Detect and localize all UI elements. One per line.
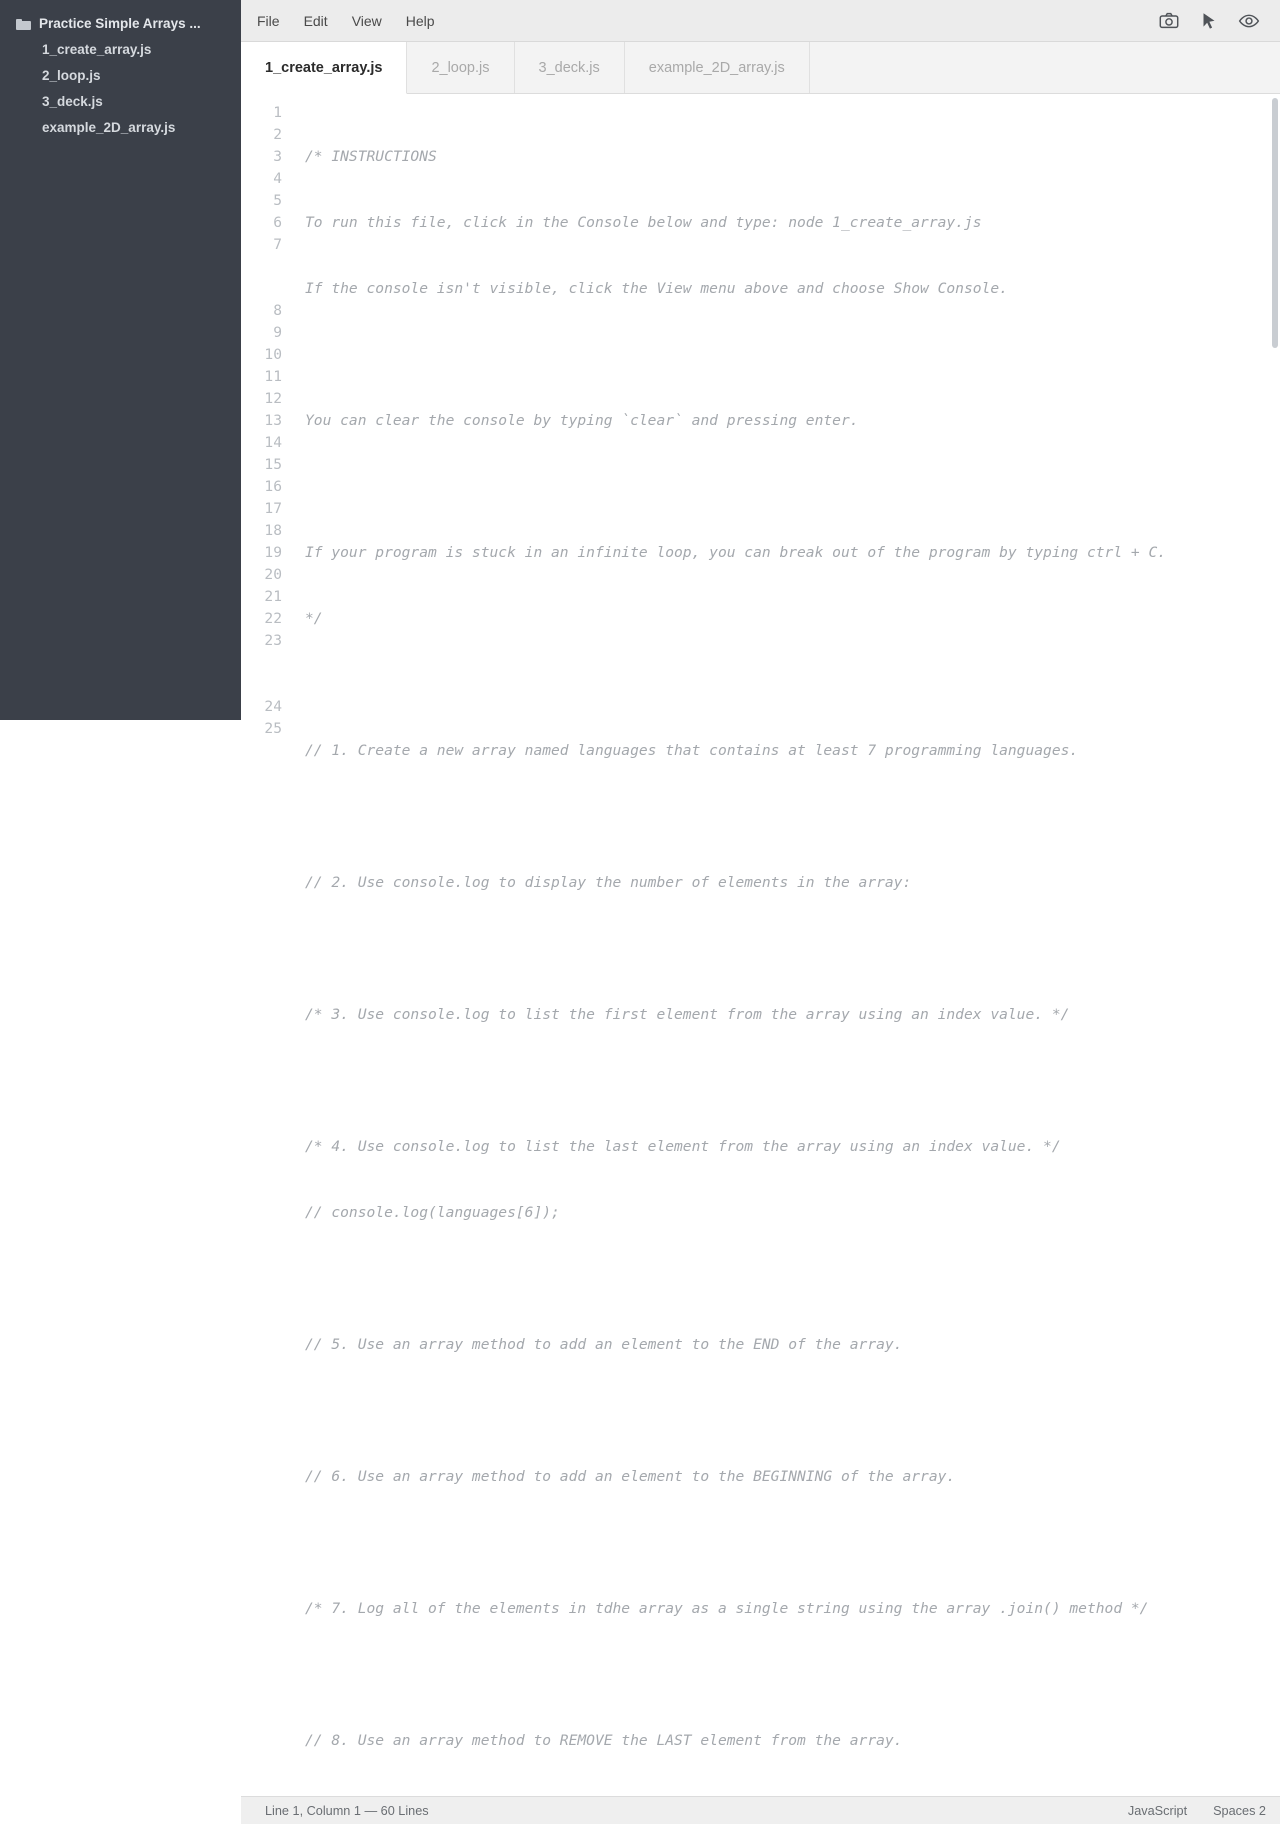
line-number: 12: [264, 390, 282, 407]
menu-bar: [241, 0, 1280, 42]
code-line: [305, 938, 1250, 960]
code-line: // 2. Use console.log to display the number of elements in the array:: [305, 874, 912, 891]
line-number: 11: [264, 368, 282, 385]
code-line: [305, 476, 1250, 498]
line-number: 14: [264, 434, 282, 451]
menu-edit[interactable]: Edit: [303, 12, 328, 29]
project-row[interactable]: [0, 12, 241, 37]
line-number: 20: [264, 566, 282, 583]
line-number: 18: [264, 522, 282, 539]
language-mode[interactable]: JavaScript: [1127, 1803, 1188, 1818]
menu-file[interactable]: File: [257, 12, 280, 29]
code-line: /* 3. Use console.log to list the first element from the array using an index value. */: [305, 1006, 1070, 1023]
code-line: // 8. Use an array method to REMOVE the LAST element from the array.: [305, 1732, 903, 1749]
editor-scrollbar-thumb[interactable]: [1272, 98, 1278, 348]
line-number: 24: [264, 698, 282, 715]
code-content[interactable]: [291, 94, 1280, 1796]
menu-help[interactable]: Help: [405, 12, 435, 29]
tab-bar-empty-space: [810, 42, 1280, 93]
line-number: 16: [264, 478, 282, 495]
sidebar-item-example-2d-array[interactable]: example_2D_array.js: [42, 120, 176, 135]
folder-icon: [16, 18, 31, 30]
status-right: [1128, 1804, 1266, 1818]
line-number: 17: [264, 500, 282, 517]
code-line: If your program is stuck in an infinite loop, you can break out of the program by typing ctrl + C.: [305, 544, 1167, 561]
main-area: [241, 0, 1280, 1818]
line-number: 9: [273, 324, 282, 341]
line-number: 21: [264, 588, 282, 605]
tab-3-deck[interactable]: 3_deck.js: [515, 42, 625, 93]
tab-bar: [241, 42, 1280, 94]
line-number: 10: [264, 346, 282, 363]
line-number: 13: [264, 412, 282, 429]
line-number: 23: [264, 632, 282, 649]
code-line: // 1. Create a new array named languages that contains at least 7 programming languages.: [305, 742, 1079, 759]
code-line: /* 7. Log all of the elements in tdhe array as a single string using the array .join() method */: [305, 1600, 1149, 1617]
line-number: 8: [273, 302, 282, 319]
indentation-setting[interactable]: Spaces 2: [1213, 1803, 1266, 1818]
line-number-spacer: [241, 652, 291, 696]
sidebar-item-1-create-array[interactable]: 1_create_array.js: [42, 42, 152, 57]
sidebar-item-2-loop[interactable]: 2_loop.js: [42, 68, 101, 83]
code-editor[interactable]: [241, 94, 1280, 1796]
menu-view[interactable]: View: [351, 12, 382, 29]
line-number: 6: [273, 214, 282, 231]
code-line: /* INSTRUCTIONS: [305, 148, 437, 165]
line-number: 22: [264, 610, 282, 627]
line-number: 15: [264, 456, 282, 473]
code-line: [305, 344, 1250, 366]
eye-icon[interactable]: [1238, 10, 1260, 32]
line-number: 19: [264, 544, 282, 561]
line-number: 1: [273, 104, 282, 121]
line-number: 4: [273, 170, 282, 187]
code-line: [305, 1268, 1250, 1290]
camera-icon[interactable]: [1158, 10, 1180, 32]
code-line: [305, 806, 1250, 828]
code-line: If the console isn't visible, click the View menu above and choose Show Console.: [305, 280, 1008, 297]
line-number: 3: [273, 148, 282, 165]
code-line: */: [305, 610, 323, 627]
tab-2-loop[interactable]: 2_loop.js: [407, 42, 514, 93]
editor-scrollbar[interactable]: [1270, 94, 1280, 1796]
tab-example-2d-array[interactable]: example_2D_array.js: [625, 42, 810, 93]
cursor-position: Line 1, Column 1 — 60 Lines: [265, 1803, 429, 1818]
editor-area[interactable]: [241, 94, 1280, 1796]
code-line: // 5. Use an array method to add an element to the END of the array.: [305, 1336, 903, 1353]
code-line: To run this file, click in the Console below and type: node 1_create_array.js: [305, 214, 982, 231]
cursor-icon[interactable]: [1198, 10, 1220, 32]
line-number: 5: [273, 192, 282, 209]
line-number: 25: [264, 720, 282, 737]
file-list: [0, 37, 241, 141]
sidebar: [0, 0, 241, 720]
code-line: [305, 1532, 1250, 1554]
code-line: You can clear the console by typing `clear` and pressing enter.: [305, 412, 859, 429]
code-line: [305, 1400, 1250, 1422]
toolbar-icons: [1158, 10, 1266, 32]
code-line: /* 4. Use console.log to list the last element from the array using an index value. */: [305, 1138, 1061, 1155]
code-line: // console.log(languages[6]);: [305, 1204, 560, 1221]
project-name: Practice Simple Arrays ...: [39, 16, 201, 31]
code-line: [305, 674, 1250, 696]
code-line: [305, 1664, 1250, 1686]
line-number: 2: [273, 126, 282, 143]
line-number-spacer: [241, 256, 291, 300]
code-line: [305, 1070, 1250, 1092]
tab-1-create-array[interactable]: 1_create_array.js: [241, 42, 407, 94]
code-line: // 6. Use an array method to add an element to the BEGINNING of the array.: [305, 1468, 956, 1485]
line-number-gutter: [241, 94, 291, 1796]
line-number: 7: [273, 236, 282, 253]
sidebar-item-3-deck[interactable]: 3_deck.js: [42, 94, 103, 109]
status-bar: [241, 1796, 1280, 1824]
